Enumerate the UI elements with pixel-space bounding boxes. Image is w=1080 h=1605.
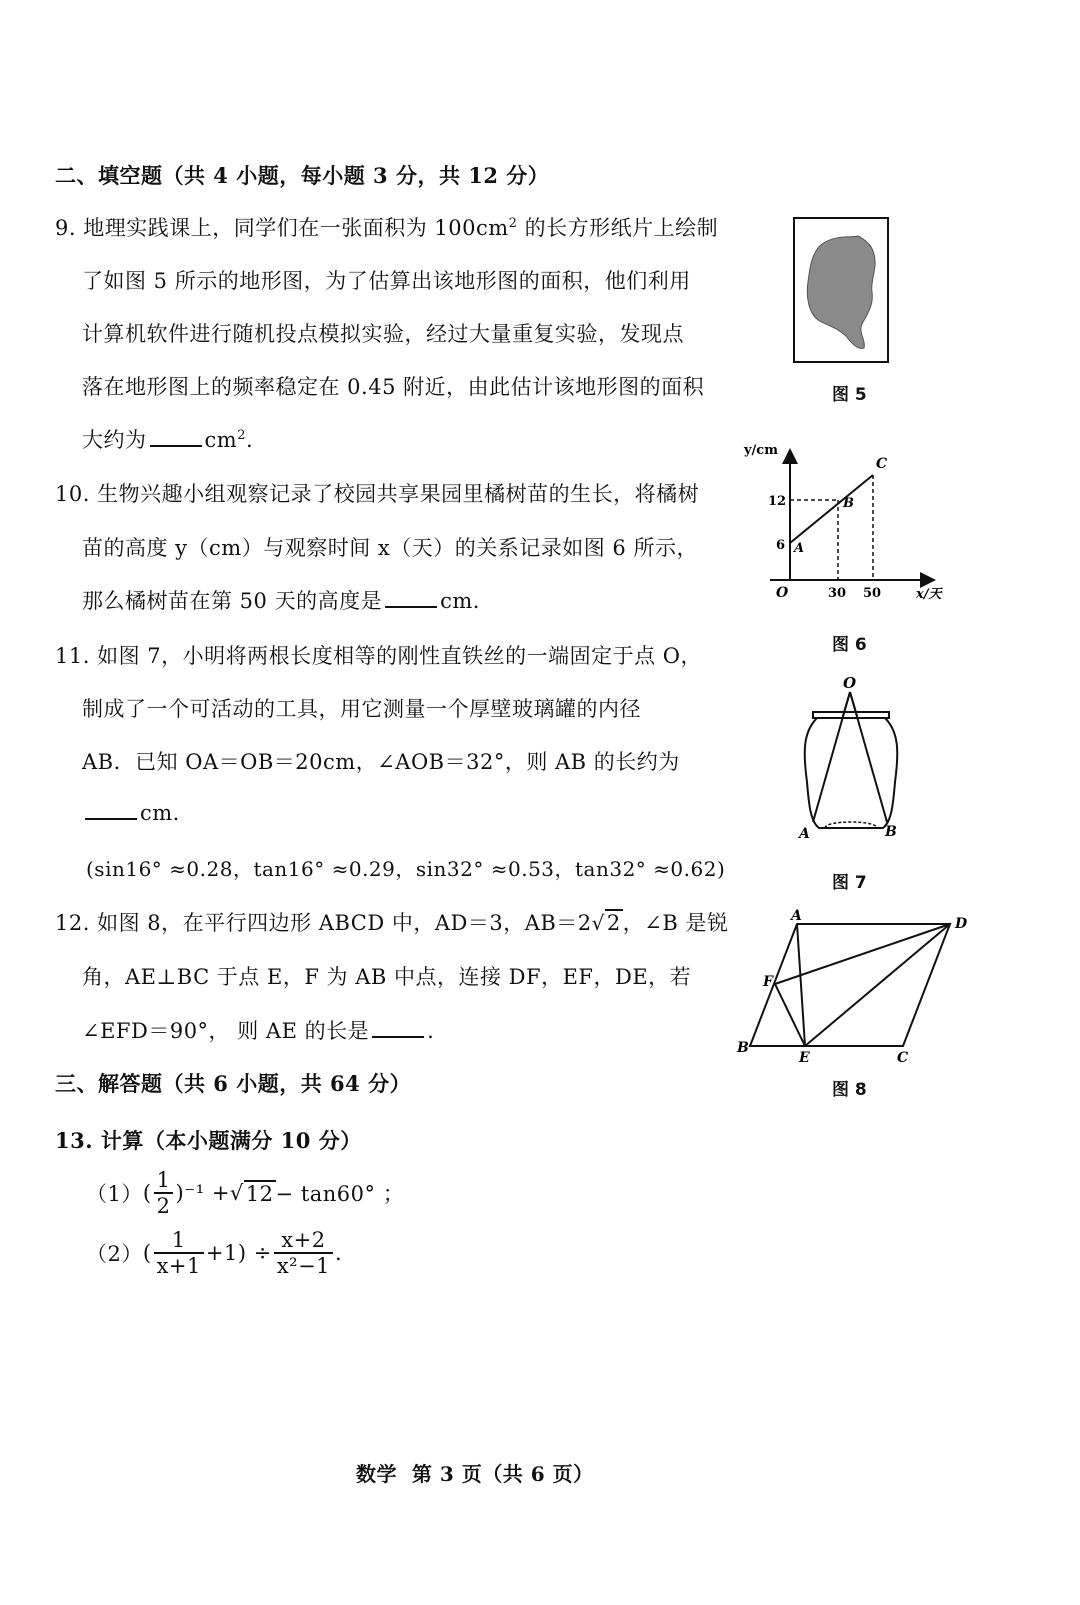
point-c-label: C [876,456,888,472]
q11-line-4: cm. [82,800,180,825]
origin-label: O [776,585,789,601]
figure-8-parallelogram [735,908,985,1068]
q10-line-1: 10. 生物兴趣小组观察记录了校园共享果园里橘树苗的生长，将橘树 [55,482,700,506]
q13-title: 13. 计算（本小题满分 10 分） [55,1128,362,1153]
figure-5-terrain-map [792,216,892,366]
figure-6-caption: 图 6 [832,635,867,655]
x-tick-label: 30 [828,586,847,601]
figure-5-caption: 图 5 [832,385,867,405]
y-axis-label: y/cm [744,443,778,458]
q13-part-1: （1） ( $\frac{1}{2}$ )⁻¹ + √ 12 − tan60° ； [86,1168,405,1218]
point-a-label: A [794,541,805,556]
jar-rim [813,712,889,718]
point-c-label: C [897,1050,909,1066]
q12-line-1: 12. 如图 8，在平行四边形 ABCD 中，AD＝3，AB＝2√2，∠B 是锐 [55,911,729,935]
q13-part-2: （2） ( $\frac{1}{x+1}$ +1) ÷ $\frac{x+2}{\text{x²−1}}$ . [86,1228,343,1278]
section-heading-fill-in: 二、填空题（共 4 小题，每小题 3 分，共 12 分） [55,163,550,188]
answer-blank[interactable] [372,1018,424,1038]
point-f-label: F [763,974,773,990]
q10-line-2: 苗的高度 y（cm）与观察时间 x（天）的关系记录如图 6 所示， [82,536,698,560]
point-d-label: D [955,916,968,932]
figure-7-caption: 图 7 [832,873,867,893]
q9-line-5: 大约为 $cm^2$. [82,428,254,452]
q11-line-2: 制成了一个可活动的工具，用它测量一个厚壁玻璃罐的内径 [82,697,641,721]
figure-7-glass-jar [795,672,905,852]
q11-line-3: AB．已知 OA＝OB＝20cm，∠AOB＝32°，则 AB 的长约为 [82,750,680,774]
point-o-label: O [843,674,857,692]
y-tick-label: 6 [776,538,786,553]
q9-line-2: 了如图 5 所示的地形图，为了估算出该地形图的面积，他们利用 [82,269,691,293]
figure-8-caption: 图 8 [832,1080,867,1100]
answer-blank[interactable] [385,588,437,608]
q10-line-3: 那么橘树苗在第 50 天的高度是 cm. [82,589,480,613]
q12-line-2: 角，AE⊥BC 于点 E，F 为 AB 中点，连接 DF，EF，DE，若 [82,965,692,989]
fraction: $\frac{1}{x+1}$ [154,1228,204,1278]
point-e-label: E [799,1050,810,1066]
point-b-label: B [843,496,854,511]
q9-line-1: 9. 地理实践课上，同学们在一张面积为 $100cm^2$ 的长方形纸片上绘制 [55,216,719,240]
point-a-label: A [791,908,802,924]
segment-ef [775,984,805,1046]
q12-line-3: ∠EFD＝90°， 则 AE 的长是 . [82,1019,435,1043]
x-axis-label: x/天 [916,587,942,602]
segment-ae [797,924,805,1046]
fraction: $\frac{x+2}{\text{x²−1}}$ [274,1228,333,1278]
page-footer: 数学 第 3 页（共 6 页） [356,1462,594,1486]
q9-line-3: 计算机软件进行随机投点模拟实验，经过大量重复实验，发现点 [82,322,684,346]
answer-blank[interactable] [150,427,202,447]
q9-line-4: 落在地形图上的频率稳定在 0.45 附近，由此估计该地形图的面积 [82,375,705,399]
point-b-label: B [885,824,897,840]
q11-hint: (sin16° ≈0.28，tan16° ≈0.29，sin32° ≈0.53，tan32° ≈0.62) [86,857,726,881]
answer-blank[interactable] [85,800,137,820]
fraction: $\frac{1}{2}$ [154,1168,174,1218]
figure-6-growth-graph [740,440,960,610]
segment-df [775,924,950,984]
x-tick-label: 50 [863,586,882,601]
parallelogram-abcd [750,924,950,1046]
segment-de [805,924,950,1046]
section-heading-solutions: 三、解答题（共 6 小题，共 64 分） [55,1071,412,1096]
q11-line-1: 11. 如图 7，小明将两根长度相等的刚性直铁丝的一端固定于点 O， [55,644,702,668]
growth-line [790,475,873,543]
point-b-label: B [737,1040,749,1056]
y-tick-label: 12 [768,494,787,509]
point-a-label: A [799,826,810,842]
